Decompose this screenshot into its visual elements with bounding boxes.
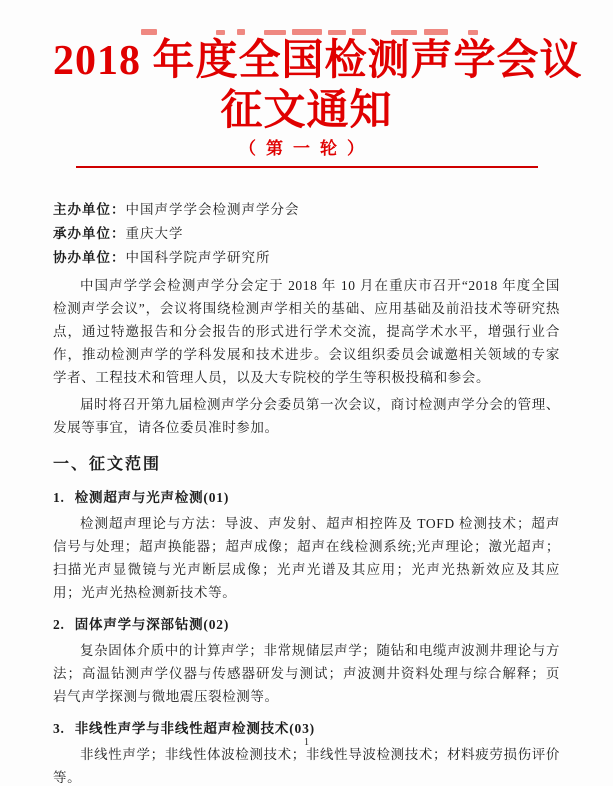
organizer-host-row (53, 198, 560, 222)
doc-title-line2: 征文通知 (220, 88, 393, 134)
organizer-coorganizer-label: 协办单位： (53, 250, 126, 265)
topic-2-body: 复杂固体介质中的计算声学；非常规储层声学；随钻和电缆声波测井理论与方法；高温钻测声学仪器与传感器研发与测试；声波测井资料处理与综合解释；页岩气声学探测与微地震压裂检测等。 (53, 643, 560, 704)
red-fragment (391, 30, 417, 35)
red-fragment (216, 30, 225, 35)
topic-3-title: 非线性声学与非线性超声检测技术(03) (74, 721, 315, 736)
topic-1-number: 1. (53, 490, 65, 505)
organizer-host-value: 中国声学学会检测声学分会 (125, 202, 300, 217)
red-fragment (292, 29, 322, 35)
red-fragment (264, 30, 286, 35)
topic-3-body: 非线性声学；非线性体波检测技术；非线性导波检测技术；材料疲劳损伤评价等。 (53, 747, 560, 785)
intro-paragraph-1: 中国声学学会检测声学分会定于 2018 年 10 月在重庆市召开“2018 年度全国检测声学会议”，会议将围绕检测声学相关的基础、应用基础及前沿技术等研究热点，通过特邀报告和分会报告的形式进行学术交流，提高学术水平，增强行业合作，推动检测声学的学科发展和技术进步。会议组织委员会诚邀相关领域的专家学者、工程技术和管理人员，以及大专院校的学生等积极投稿和参会。 (53, 278, 560, 385)
section-heading-call-for-papers: 一、征文范围 (53, 456, 162, 473)
topic-2-heading (53, 614, 560, 636)
red-fragment (141, 29, 157, 35)
organizer-host-label: 主办单位： (53, 202, 126, 217)
red-fragment (468, 30, 478, 35)
organizer-coorganizer-value: 中国科学院声学研究所 (125, 250, 271, 265)
topic-3-number: 3. (53, 721, 65, 736)
red-fragment (352, 29, 366, 35)
organizer-undertaker-label: 承办单位： (53, 226, 126, 241)
red-fragment (237, 29, 245, 35)
red-fragment (328, 30, 346, 35)
topic-2-number: 2. (53, 617, 65, 632)
topic-2-title: 固体声学与深部钻测(02) (74, 617, 230, 632)
clipped-red-text-fragments (0, 26, 613, 35)
organizer-coorganizer-row (53, 246, 560, 270)
organizer-undertaker-value: 重庆大学 (125, 226, 184, 241)
doc-title-line1: 2018 年度全国检测声学会议 (53, 38, 583, 84)
topic-1-body: 检测超声理论与方法：导波、声发射、超声相控阵及 TOFD 检测技术；超声信号与处理；超声换能器；超声成像；超声在线检测系统;光声理论；激光超声；扫描光声显微镜与光声断层成像；光声光谱及其应用；光声光热新效应及其应用；光声光热检测新技术等。 (53, 516, 560, 600)
topic-1-title: 检测超声与光声检测(01) (74, 490, 230, 505)
organizer-undertaker-row (53, 222, 560, 246)
page-number: 1 (304, 737, 309, 748)
red-fragment (424, 29, 448, 35)
topic-1-heading (53, 487, 560, 509)
doc-round-note: （第一轮） (239, 139, 374, 158)
title-divider-rule (76, 166, 538, 168)
organizers-block (53, 198, 560, 270)
intro-paragraph-2: 届时将召开第九届检测声学分会委员第一次会议，商讨检测声学分会的管理、发展等事宜，请各位委员准时参加。 (53, 397, 560, 435)
